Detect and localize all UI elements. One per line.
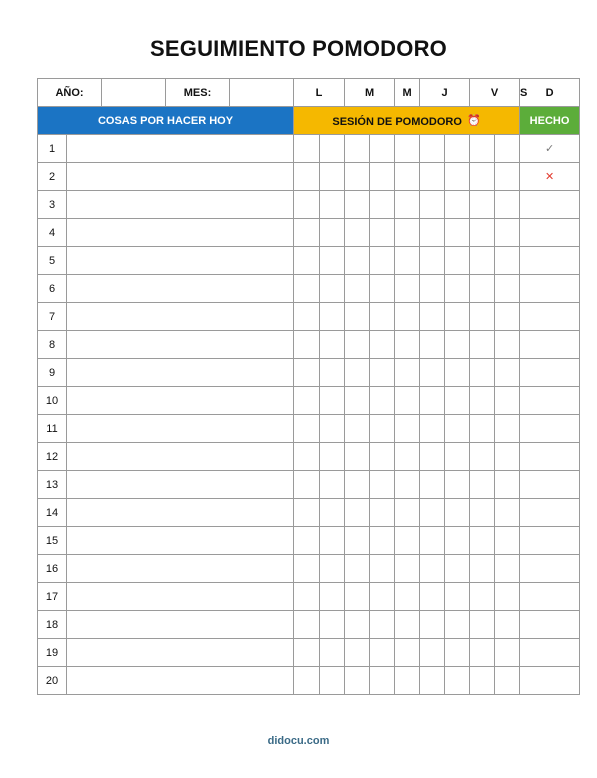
session-cell[interactable]: [495, 527, 520, 555]
table-row: [38, 303, 580, 331]
table-row: [38, 499, 580, 527]
session-cell[interactable]: [420, 415, 445, 443]
session-cell[interactable]: [395, 415, 420, 443]
session-cell[interactable]: [345, 555, 370, 583]
session-cell[interactable]: [420, 499, 445, 527]
session-cell[interactable]: [420, 387, 445, 415]
session-cell[interactable]: [470, 359, 495, 387]
task-input[interactable]: [67, 191, 294, 219]
session-cell[interactable]: [320, 303, 345, 331]
table-row: [38, 667, 580, 695]
session-cell[interactable]: [445, 359, 470, 387]
table-row: [38, 219, 580, 247]
footer-brand: didocu.com: [267, 735, 330, 747]
row-number: 11: [38, 415, 67, 443]
session-cell[interactable]: [420, 527, 445, 555]
row-number: 6: [38, 275, 67, 303]
session-cell[interactable]: [370, 639, 395, 667]
table-row: [38, 639, 580, 667]
session-cell[interactable]: [345, 135, 370, 163]
done-cell[interactable]: [520, 415, 580, 443]
session-cell[interactable]: [345, 639, 370, 667]
session-cell[interactable]: [345, 387, 370, 415]
session-cell[interactable]: [495, 499, 520, 527]
done-cell[interactable]: [520, 611, 580, 639]
session-cell[interactable]: [470, 135, 495, 163]
table-row: [38, 555, 580, 583]
session-cell[interactable]: [420, 219, 445, 247]
session-cell[interactable]: [345, 191, 370, 219]
row-number: 14: [38, 499, 67, 527]
session-cell[interactable]: [320, 471, 345, 499]
session-cell[interactable]: [320, 275, 345, 303]
session-cell[interactable]: [370, 583, 395, 611]
task-input[interactable]: [67, 275, 294, 303]
session-cell[interactable]: [495, 555, 520, 583]
day-l[interactable]: L: [294, 79, 345, 107]
session-cell[interactable]: [420, 303, 445, 331]
session-cell[interactable]: [445, 163, 470, 191]
session-cell[interactable]: [320, 219, 345, 247]
check-icon[interactable]: ✓: [520, 135, 580, 163]
day-m2[interactable]: M: [395, 79, 420, 107]
session-cell[interactable]: [445, 331, 470, 359]
session-cell[interactable]: [495, 583, 520, 611]
session-cell[interactable]: [294, 443, 320, 471]
session-cell[interactable]: [370, 247, 395, 275]
session-cell[interactable]: [370, 611, 395, 639]
session-cell[interactable]: [445, 415, 470, 443]
row-number: 15: [38, 527, 67, 555]
session-cell[interactable]: [470, 191, 495, 219]
session-cell[interactable]: [470, 275, 495, 303]
session-cell[interactable]: [370, 415, 395, 443]
row-number: 4: [38, 219, 67, 247]
session-cell[interactable]: [345, 415, 370, 443]
session-cell[interactable]: [294, 219, 320, 247]
task-input[interactable]: [67, 331, 294, 359]
session-cell[interactable]: [345, 247, 370, 275]
session-cell[interactable]: [345, 163, 370, 191]
session-cell[interactable]: [445, 583, 470, 611]
session-cell[interactable]: [395, 359, 420, 387]
month-label: MES:: [166, 79, 230, 107]
session-cell[interactable]: [495, 611, 520, 639]
session-cell[interactable]: [470, 163, 495, 191]
session-cell[interactable]: [294, 387, 320, 415]
session-cell[interactable]: [420, 359, 445, 387]
task-input[interactable]: [67, 135, 294, 163]
table-row: [38, 163, 580, 191]
session-cell[interactable]: [395, 191, 420, 219]
task-input[interactable]: [67, 471, 294, 499]
session-cell[interactable]: [294, 331, 320, 359]
header-row: AÑO: MES: L M M J V S D: [38, 79, 580, 107]
session-banner: SESIÓN DE POMODORO ⏰: [294, 107, 520, 135]
session-cell[interactable]: [495, 667, 520, 695]
session-cell[interactable]: [370, 331, 395, 359]
session-cell[interactable]: [294, 247, 320, 275]
session-cell[interactable]: [470, 527, 495, 555]
todo-banner: COSAS POR HACER HOY: [38, 107, 294, 135]
task-input[interactable]: [67, 667, 294, 695]
session-cell[interactable]: [345, 499, 370, 527]
session-cell[interactable]: [320, 443, 345, 471]
done-cell[interactable]: [520, 275, 580, 303]
session-cell[interactable]: [470, 499, 495, 527]
session-cell[interactable]: [445, 135, 470, 163]
done-cell[interactable]: [520, 583, 580, 611]
session-cell[interactable]: [445, 387, 470, 415]
session-cell[interactable]: [420, 611, 445, 639]
session-cell[interactable]: [320, 331, 345, 359]
session-cell[interactable]: [445, 611, 470, 639]
table-row: [38, 471, 580, 499]
session-cell[interactable]: [395, 163, 420, 191]
session-cell[interactable]: [445, 191, 470, 219]
row-number: 3: [38, 191, 67, 219]
row-number: 16: [38, 555, 67, 583]
done-banner: HECHO: [520, 107, 580, 135]
session-cell[interactable]: [345, 275, 370, 303]
session-cell[interactable]: [445, 247, 470, 275]
session-cell[interactable]: [420, 275, 445, 303]
session-cell[interactable]: [370, 359, 395, 387]
done-cell[interactable]: [520, 387, 580, 415]
session-cell[interactable]: [345, 219, 370, 247]
session-cell[interactable]: [420, 555, 445, 583]
session-cell[interactable]: [470, 387, 495, 415]
session-cell[interactable]: [495, 191, 520, 219]
session-cell[interactable]: [345, 303, 370, 331]
session-cell[interactable]: [445, 443, 470, 471]
session-cell[interactable]: [495, 415, 520, 443]
task-rows: [38, 135, 580, 695]
session-cell[interactable]: [395, 331, 420, 359]
session-cell[interactable]: [445, 219, 470, 247]
session-cell[interactable]: [320, 415, 345, 443]
session-cell[interactable]: [420, 163, 445, 191]
session-cell[interactable]: [470, 471, 495, 499]
session-cell[interactable]: [470, 303, 495, 331]
task-input[interactable]: [67, 387, 294, 415]
session-cell[interactable]: [495, 247, 520, 275]
session-cell[interactable]: [345, 359, 370, 387]
session-cell[interactable]: [495, 471, 520, 499]
session-cell[interactable]: [395, 135, 420, 163]
table-row: [38, 415, 580, 443]
session-cell[interactable]: [445, 275, 470, 303]
session-cell[interactable]: [294, 303, 320, 331]
session-cell[interactable]: [345, 667, 370, 695]
day-d[interactable]: D: [520, 79, 580, 107]
alarm-clock-icon: ⏰: [467, 114, 481, 127]
task-input[interactable]: [67, 499, 294, 527]
session-cell[interactable]: [395, 555, 420, 583]
task-input[interactable]: [67, 527, 294, 555]
session-cell[interactable]: [294, 359, 320, 387]
session-cell[interactable]: [395, 275, 420, 303]
table-row: [38, 443, 580, 471]
done-cell[interactable]: [520, 471, 580, 499]
task-input[interactable]: [67, 415, 294, 443]
session-cell[interactable]: [445, 667, 470, 695]
table-row: [38, 247, 580, 275]
session-cell[interactable]: [470, 639, 495, 667]
session-cell[interactable]: [370, 219, 395, 247]
session-cell[interactable]: [370, 275, 395, 303]
row-number: 17: [38, 583, 67, 611]
session-cell[interactable]: [370, 667, 395, 695]
task-input[interactable]: [67, 303, 294, 331]
done-cell[interactable]: [520, 359, 580, 387]
session-cell[interactable]: [395, 387, 420, 415]
pomodoro-table: [37, 78, 580, 695]
session-cell[interactable]: [320, 163, 345, 191]
session-cell[interactable]: [495, 163, 520, 191]
session-cell[interactable]: [470, 667, 495, 695]
session-cell[interactable]: [294, 275, 320, 303]
row-number: 12: [38, 443, 67, 471]
session-cell[interactable]: [320, 499, 345, 527]
session-cell[interactable]: [395, 219, 420, 247]
task-input[interactable]: [67, 555, 294, 583]
row-number: 20: [38, 667, 67, 695]
done-cell[interactable]: [520, 667, 580, 695]
done-cell[interactable]: [520, 555, 580, 583]
session-cell[interactable]: [395, 667, 420, 695]
session-cell[interactable]: [395, 247, 420, 275]
session-cell[interactable]: [370, 191, 395, 219]
pomodoro-sheet: [37, 78, 570, 695]
session-cell[interactable]: [470, 219, 495, 247]
session-cell[interactable]: [420, 639, 445, 667]
section-banner: [38, 107, 580, 135]
session-cell[interactable]: [370, 471, 395, 499]
session-cell[interactable]: [495, 331, 520, 359]
session-cell[interactable]: [470, 247, 495, 275]
done-cell[interactable]: [520, 247, 580, 275]
done-cell[interactable]: [520, 443, 580, 471]
year-label: AÑO:: [38, 79, 102, 107]
session-cell[interactable]: [395, 303, 420, 331]
session-cell[interactable]: [470, 443, 495, 471]
session-cell[interactable]: [495, 639, 520, 667]
session-cell[interactable]: [420, 247, 445, 275]
day-v[interactable]: V: [470, 79, 520, 107]
row-number: 9: [38, 359, 67, 387]
session-cell[interactable]: [495, 387, 520, 415]
session-cell[interactable]: [320, 191, 345, 219]
month-input[interactable]: [230, 79, 294, 107]
cross-icon[interactable]: ✕: [520, 163, 580, 191]
session-cell[interactable]: [470, 583, 495, 611]
session-cell[interactable]: [320, 611, 345, 639]
table-row: [38, 331, 580, 359]
task-input[interactable]: [67, 247, 294, 275]
page-title: SEGUIMIENTO POMODORO: [150, 36, 447, 61]
session-cell[interactable]: [495, 275, 520, 303]
row-number: 1: [38, 135, 67, 163]
session-cell[interactable]: [395, 443, 420, 471]
task-input[interactable]: [67, 611, 294, 639]
session-cell[interactable]: [395, 499, 420, 527]
task-input[interactable]: [67, 163, 294, 191]
table-row: [38, 191, 580, 219]
session-cell[interactable]: [345, 443, 370, 471]
session-cell[interactable]: [395, 471, 420, 499]
session-cell[interactable]: [420, 583, 445, 611]
session-cell[interactable]: [495, 219, 520, 247]
task-input[interactable]: [67, 219, 294, 247]
table-row: [38, 387, 580, 415]
table-row: [38, 135, 580, 163]
session-cell[interactable]: [294, 135, 320, 163]
session-cell[interactable]: [345, 331, 370, 359]
session-cell[interactable]: [495, 303, 520, 331]
session-cell[interactable]: [345, 471, 370, 499]
session-cell[interactable]: [320, 135, 345, 163]
session-cell[interactable]: [470, 555, 495, 583]
session-cell[interactable]: [294, 471, 320, 499]
session-cell[interactable]: [294, 499, 320, 527]
session-cell[interactable]: [495, 135, 520, 163]
table-row: [38, 359, 580, 387]
row-number: 5: [38, 247, 67, 275]
year-input[interactable]: [102, 79, 166, 107]
session-cell[interactable]: [395, 583, 420, 611]
session-cell[interactable]: [370, 443, 395, 471]
session-cell[interactable]: [420, 331, 445, 359]
session-cell[interactable]: [420, 135, 445, 163]
row-number: 7: [38, 303, 67, 331]
task-input[interactable]: [67, 639, 294, 667]
session-cell[interactable]: [445, 303, 470, 331]
session-cell[interactable]: [445, 471, 470, 499]
task-input[interactable]: [67, 583, 294, 611]
session-cell[interactable]: [320, 527, 345, 555]
done-cell[interactable]: [520, 639, 580, 667]
row-number: 18: [38, 611, 67, 639]
table-row: [38, 527, 580, 555]
session-cell[interactable]: [294, 583, 320, 611]
table-row: [38, 611, 580, 639]
session-cell[interactable]: [320, 639, 345, 667]
row-number: 8: [38, 331, 67, 359]
done-cell[interactable]: [520, 219, 580, 247]
table-row: [38, 583, 580, 611]
session-cell[interactable]: [395, 611, 420, 639]
session-cell[interactable]: [470, 611, 495, 639]
session-cell[interactable]: [420, 667, 445, 695]
session-cell[interactable]: [445, 527, 470, 555]
session-cell[interactable]: [320, 555, 345, 583]
session-cell[interactable]: [370, 555, 395, 583]
session-cell[interactable]: [320, 387, 345, 415]
session-cell[interactable]: [294, 667, 320, 695]
session-cell[interactable]: [294, 415, 320, 443]
session-cell[interactable]: [395, 639, 420, 667]
session-cell[interactable]: [320, 359, 345, 387]
session-cell[interactable]: [420, 191, 445, 219]
session-cell[interactable]: [294, 639, 320, 667]
session-cell[interactable]: [320, 583, 345, 611]
row-number: 13: [38, 471, 67, 499]
session-cell[interactable]: [395, 527, 420, 555]
row-number: 2: [38, 163, 67, 191]
session-cell[interactable]: [370, 163, 395, 191]
session-cell[interactable]: [495, 443, 520, 471]
session-cell[interactable]: [294, 555, 320, 583]
done-cell[interactable]: [520, 191, 580, 219]
session-cell[interactable]: [420, 443, 445, 471]
day-j[interactable]: J: [420, 79, 470, 107]
done-cell[interactable]: [520, 499, 580, 527]
session-cell[interactable]: [370, 135, 395, 163]
session-cell[interactable]: [370, 303, 395, 331]
session-cell[interactable]: [420, 471, 445, 499]
day-m[interactable]: M: [345, 79, 395, 107]
session-cell[interactable]: [445, 555, 470, 583]
table-row: [38, 275, 580, 303]
done-cell[interactable]: [520, 527, 580, 555]
done-cell[interactable]: [520, 303, 580, 331]
session-cell[interactable]: [445, 499, 470, 527]
session-cell[interactable]: [495, 359, 520, 387]
session-cell[interactable]: [370, 387, 395, 415]
session-cell[interactable]: [345, 583, 370, 611]
task-input[interactable]: [67, 359, 294, 387]
session-cell[interactable]: [470, 331, 495, 359]
row-number: 19: [38, 639, 67, 667]
session-cell[interactable]: [294, 191, 320, 219]
session-cell[interactable]: [320, 247, 345, 275]
session-cell[interactable]: [294, 163, 320, 191]
session-cell[interactable]: [445, 639, 470, 667]
session-cell[interactable]: [294, 527, 320, 555]
session-cell[interactable]: [470, 415, 495, 443]
session-cell[interactable]: [345, 611, 370, 639]
session-cell[interactable]: [370, 527, 395, 555]
session-cell[interactable]: [370, 499, 395, 527]
row-number: 10: [38, 387, 67, 415]
task-input[interactable]: [67, 443, 294, 471]
session-cell[interactable]: [320, 667, 345, 695]
done-cell[interactable]: [520, 331, 580, 359]
session-cell[interactable]: [345, 527, 370, 555]
session-cell[interactable]: [294, 611, 320, 639]
